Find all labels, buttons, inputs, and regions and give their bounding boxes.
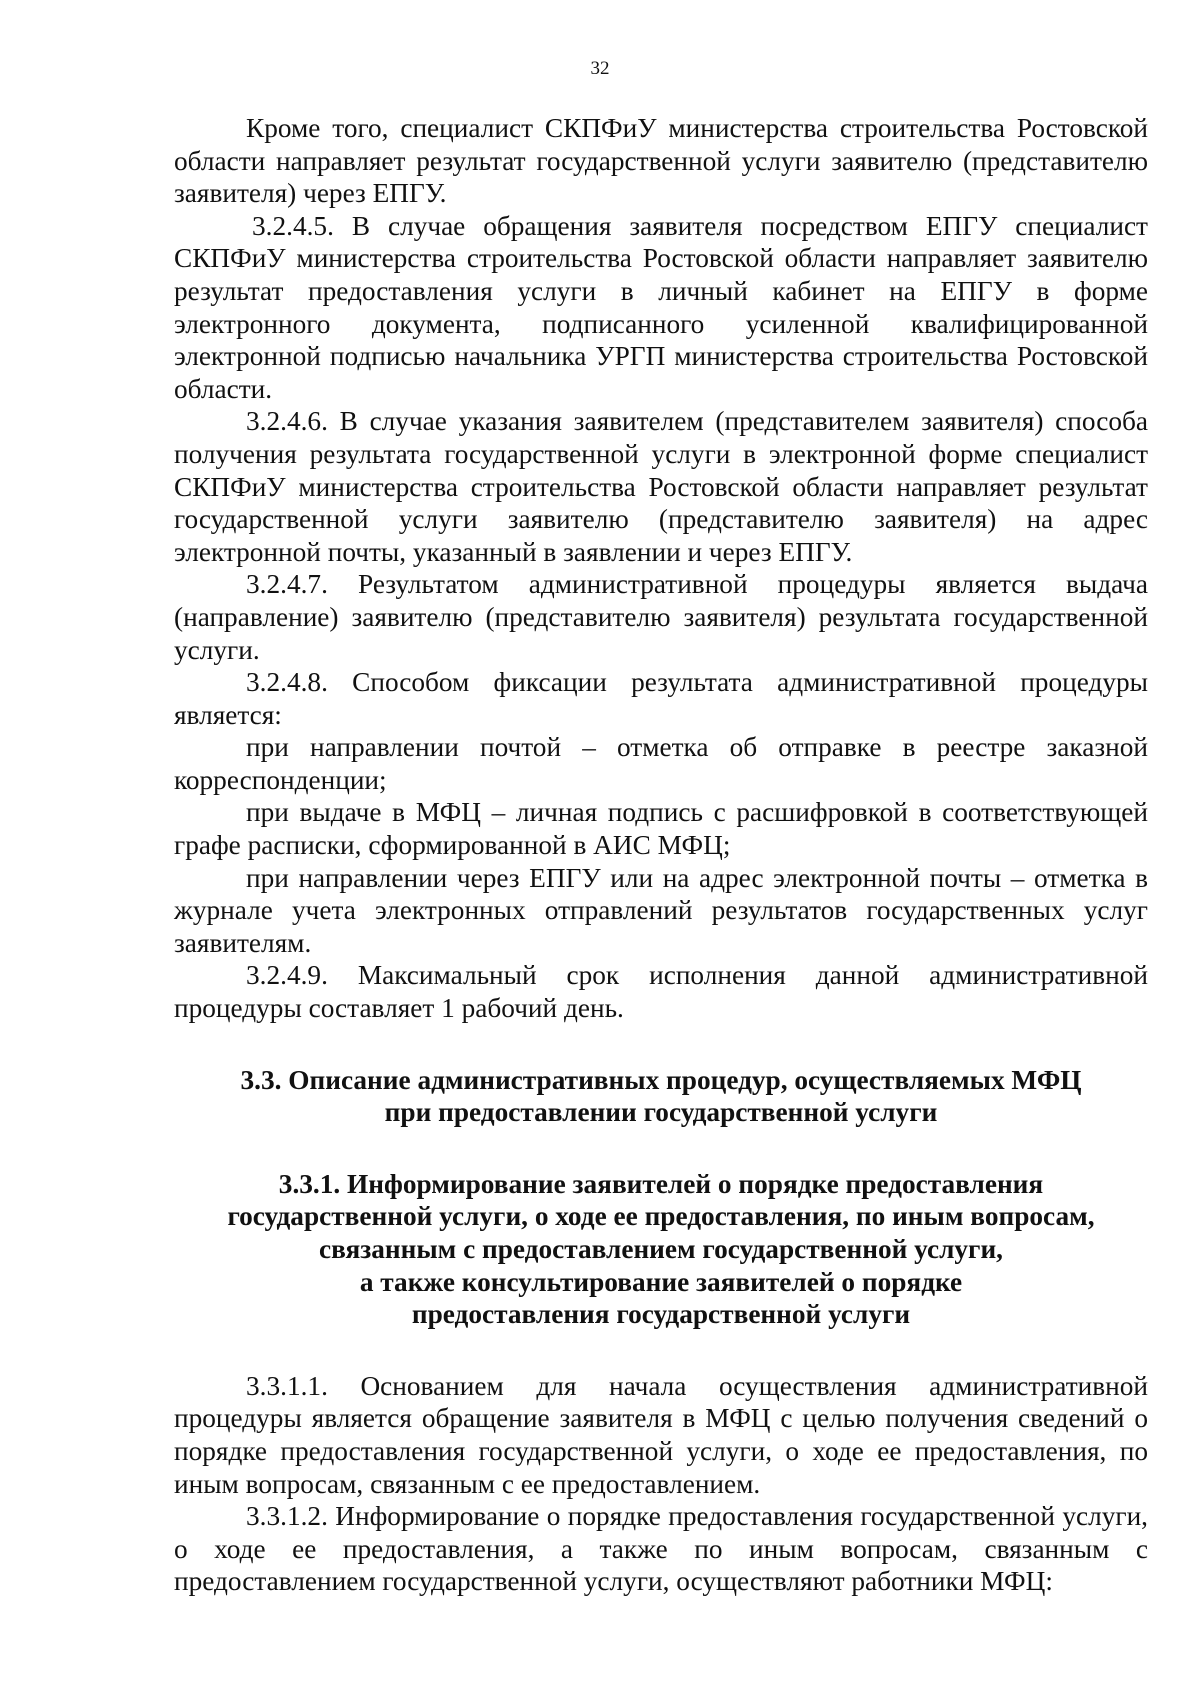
paragraph: при направлении через ЕПГУ или на адрес электронной почты – отметка в журнале учета электронных отправлений результатов государственных услуг заявителям. — [174, 862, 1148, 958]
heading-line: 3.3. Описание административных процедур, осуществляемых МФЦ — [240, 1064, 1082, 1095]
paragraph: Кроме того, специалист СКПФиУ министерства строительства Ростовской области направляет результат государственной услуги заявителю (представителю заявителя) через ЕПГУ. — [174, 113, 1148, 209]
document-body — [174, 112, 1148, 1598]
heading-line: 3.3.1. Информирование заявителей о порядке предоставления — [278, 1168, 1044, 1199]
section-heading-3-3 — [174, 1064, 1148, 1129]
heading-line: при предоставлении государственной услуги — [384, 1097, 938, 1128]
heading-line: предоставления государственной услуги — [411, 1299, 911, 1330]
subsection-heading-3-3-1 — [174, 1168, 1148, 1331]
paragraph: 3.2.4.5. В случае обращения заявителя посредством ЕПГУ специалист СКПФиУ министерства строительства Ростовской области направляет заявителю результат предоставления услуги в личный кабинет на ЕПГУ в форме электронного документа, подписанного усиленной квалифицированной электронной подписью начальника УРГП министерства строительства Ростовской области. — [174, 210, 1148, 404]
paragraph: 3.2.4.6. В случае указания заявителем (представителем заявителя) способа получения результата государственной услуги в электронной форме специалист СКПФиУ министерства строительства Ростовской области направляет результат государственной услуги заявителю (представителю заявителя) на адрес электронной почты, указанный в заявлении и через ЕПГУ. — [174, 406, 1148, 567]
heading-line: государственной услуги, о ходе ее предоставления, по иным вопросам, — [227, 1201, 1095, 1232]
heading-line: а также консультирование заявителей о порядке — [359, 1266, 963, 1297]
paragraph: 3.2.4.7. Результатом административной процедуры является выдача (направление) заявителю (представителю заявителя) результата государственной услуги. — [174, 569, 1148, 665]
paragraph: при направлении почтой – отметка об отправке в реестре заказной корреспонденции; — [174, 732, 1148, 795]
paragraph: при выдаче в МФЦ – личная подпись с расшифровкой в соответствующей графе расписки, сформированной в АИС МФЦ; — [174, 797, 1148, 861]
paragraph: 3.2.4.9. Максимальный срок исполнения данной административной процедуры составляет 1 рабочий день. — [174, 960, 1148, 1024]
heading-line: связанным с предоставлением государственной услуги, — [319, 1234, 1003, 1264]
paragraph: 3.3.1.2. Информирование о порядке предоставления государственной услуги, о ходе ее предоставления, а также по иным вопросам, связанным с предоставлением государственной услуги, осуществляют работники МФЦ: — [174, 1501, 1148, 1597]
paragraph: 3.2.4.8. Способом фиксации результата административной процедуры является: — [174, 667, 1148, 730]
paragraph: 3.3.1.1. Основанием для начала осуществления административной процедуры является обращение заявителя в МФЦ с целью получения сведений о порядке предоставления государственной услуги, о ходе ее предоставления, по иным вопросам, связанным с ее предоставлением. — [174, 1370, 1148, 1499]
page-number: 32 — [590, 58, 610, 79]
